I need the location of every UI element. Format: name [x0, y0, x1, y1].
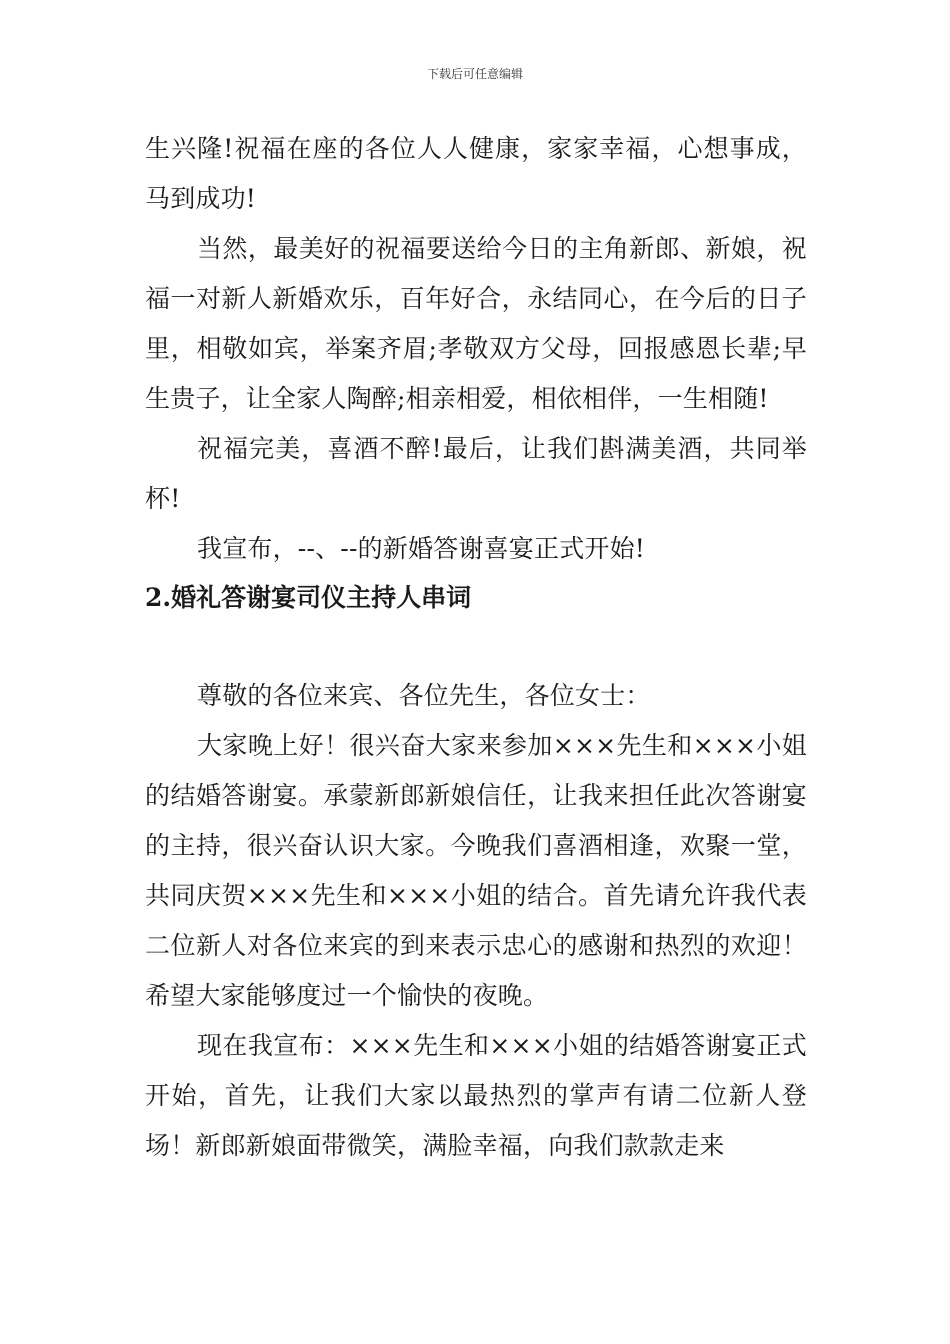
paragraph-continued: 生兴隆!祝福在座的各位人人健康，家家幸福，心想事成，马到成功! [145, 134, 807, 213]
document-body [145, 124, 807, 1171]
section-spacer [145, 622, 807, 671]
paragraph-welcome: 大家晚上好！很兴奋大家来参加×××先生和×××小姐的结婚答谢宴。承蒙新郎新娘信任，让我来担任此次答谢宴的主持，很兴奋认识大家。今晚我们喜酒相逢，欢聚一堂，共同庆贺×××先生和×××小姐的结合。首先请允许我代表二位新人对各位来宾的到来表示忠心的感谢和热烈的欢迎！希望大家能够度过一个愉快的夜晚。 [145, 731, 807, 1010]
paragraph-announcement: 我宣布，--、--的新婚答谢喜宴正式开始! [197, 534, 646, 563]
paragraph-toast: 祝福完美，喜酒不醉!最后，让我们斟满美酒，共同举杯! [145, 434, 807, 513]
section-heading: 2.婚礼答谢宴司仪主持人串词 [145, 583, 472, 612]
paragraph-blessing-couple: 当然，最美好的祝福要送给今日的主角新郎、新娘，祝福一对新人新婚欢乐，百年好合，永结同心，在今后的日子里，相敬如宾，举案齐眉;孝敬双方父母，回报感恩长辈;早生贵子，让全家人陶醉;相亲相爱，相依相伴，一生相随! [145, 234, 807, 413]
paragraph-opening: 现在我宣布：×××先生和×××小姐的结婚答谢宴正式开始，首先，让我们大家以最热烈的掌声有请二位新人登场！新郎新娘面带微笑，满脸幸福，向我们款款走来 [145, 1031, 807, 1160]
page-header: 下载后可任意编辑 [426, 67, 523, 81]
paragraph-greeting: 尊敬的各位来宾、各位先生，各位女士： [197, 681, 651, 710]
